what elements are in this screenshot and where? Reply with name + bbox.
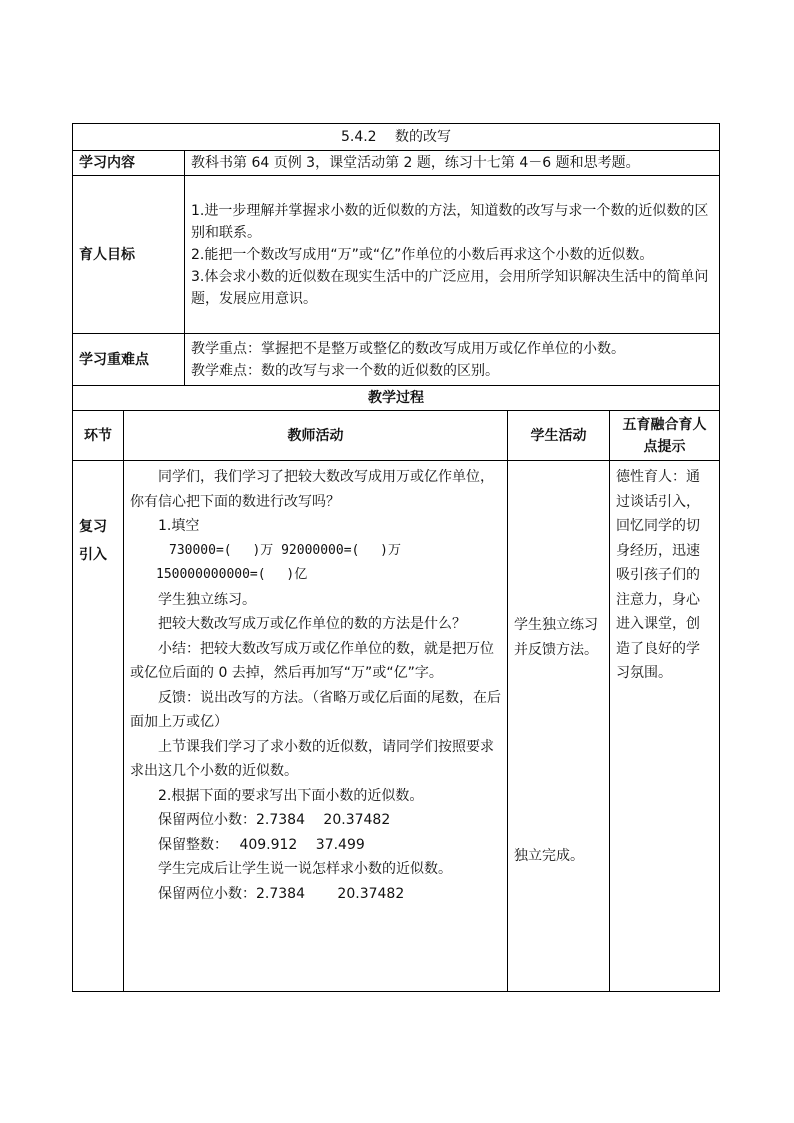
keep-integer: 保留整数： 409.912 37.499 (158, 836, 365, 853)
keep-two-decimals-repeat: 保留两位小数：2.7384 20.37482 (158, 885, 405, 902)
task-2: 2.根据下面的要求写出下面小数的近似数。 (158, 787, 424, 804)
teacher-activity (124, 461, 508, 992)
header-student: 学生活动 (508, 411, 610, 461)
fill-line-2: 150000000000=( )亿 (156, 567, 308, 582)
summary: 小结：把较大数改写成万或亿作单位的数，就是把万位或亿位后面的 0 去掉，然后再加写“万”或“亿”字。 (130, 640, 494, 681)
goals-label: 育人目标 (73, 176, 185, 334)
fill-line-1: 730000=( )万 92000000=( )万 (169, 542, 402, 558)
header-tips: 五育融合育人点提示 (610, 411, 720, 461)
task-1: 1.填空 (158, 518, 200, 534)
feedback: 反馈：说出改写的方法。（省略万或亿后面的尾数，在后面加上万或亿） (130, 689, 501, 730)
method-question: 把较大数改写成万或亿作单位的数的方法是什么？ (158, 616, 466, 632)
transition: 上节课我们学习了求小数的近似数，请同学们按照要求求出这几个小数的近似数。 (130, 738, 494, 779)
teacher-intro: 同学们，我们学习了把较大数改写成用万或亿作单位，你有信心把下面的数进行改写吗？ (130, 469, 494, 510)
difficulty-text (185, 334, 720, 386)
lesson-plan-table (72, 123, 720, 992)
process-title: 教学过程 (73, 386, 720, 411)
content-label: 学习内容 (73, 151, 185, 176)
goal-item: 3.体会求小数的近似数在现实生活中的广泛应用，会用所学知识解决生活中的简单问题，发展应用意识。 (191, 268, 709, 307)
goals-list (185, 176, 720, 334)
student-answer-1: 学生独立练习并反馈方法。 (514, 617, 598, 658)
after-note: 学生完成后让学生说一说怎样求小数的近似数。 (158, 861, 452, 877)
practice-note: 学生独立练习。 (158, 591, 256, 608)
content-text: 教科书第 64 页例 3，课堂活动第 2 题，练习十七第 4－6 题和思考题。 (185, 151, 720, 176)
difficulty-label: 学习重难点 (73, 334, 185, 386)
student-activity (508, 461, 610, 992)
header-stage: 环节 (73, 411, 124, 461)
key-point: 教学重点：掌握把不是整万或整亿的数改写成用万或亿作单位的小数。 (191, 340, 625, 357)
tips-cell: 德性育人：通过谈话引入，回忆同学的切身经历，迅速吸引孩子们的注意力，身心进入课堂，创造了良好的学习氛围。 (610, 461, 720, 992)
keep-two-decimals: 保留两位小数：2.7384 20.37482 (158, 812, 391, 828)
goal-item: 2.能把一个数改写成用“万”或“亿”作单位的小数后再求这个小数的近似数。 (191, 246, 654, 263)
stage-review: 复习引入 (73, 461, 124, 992)
student-answer-2: 独立完成。 (514, 848, 584, 864)
hard-point: 教学难点：数的改写与求一个数的近似数的区别。 (191, 362, 499, 379)
lesson-title: 5.4.2 数的改写 (73, 124, 720, 151)
header-teacher: 教师活动 (124, 411, 508, 461)
goal-item: 1.进一步理解并掌握求小数的近似数的方法，知道数的改写与求一个数的近似数的区别和联系。 (191, 202, 709, 241)
